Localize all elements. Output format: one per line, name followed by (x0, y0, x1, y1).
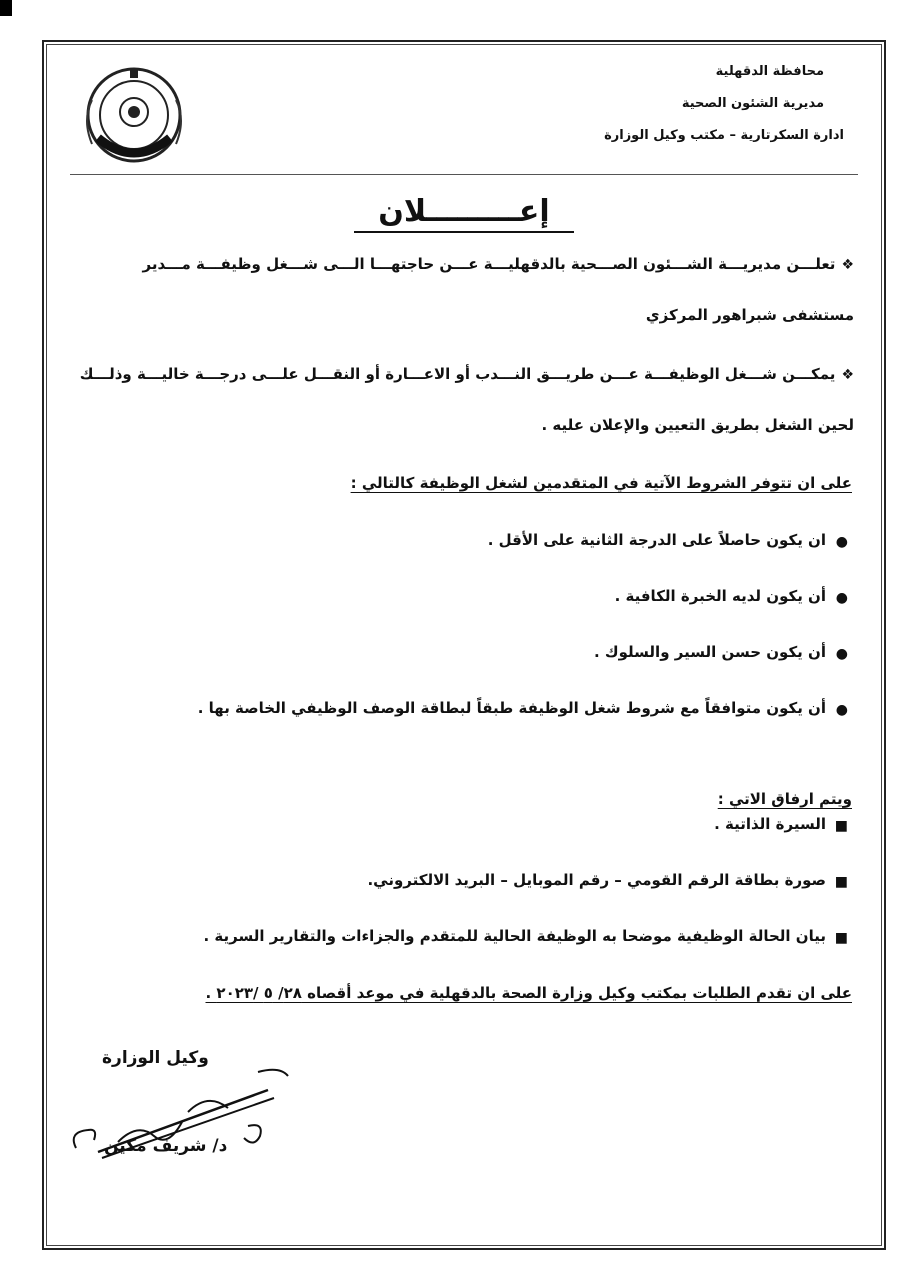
attachment-text: بيان الحالة الوظيفية موضحا به الوظيفة الحالية للمتقدم والجزاءات والتقارير السرية . (203, 927, 826, 945)
deadline-statement: على ان تقدم الطلبات بمكتب وكيل وزارة الصحة بالدقهلية في موعد أقصاه ٢٨/ ٥ /٢٠٢٣ . (205, 984, 852, 1002)
list-item (64, 868, 852, 924)
paragraph-2 (74, 360, 854, 439)
attachments-list (64, 812, 852, 980)
scan-corner-mark (0, 0, 12, 16)
square-bullet-icon: ■ (834, 874, 848, 890)
square-bullet-icon: ■ (834, 930, 848, 946)
conditions-heading: على ان تتوفر الشروط الآتية في المتقدمين لشغل الوظيفة كالتالي : (350, 474, 852, 492)
conditions-list (64, 528, 852, 752)
document-frame (42, 40, 886, 1250)
list-item (64, 696, 852, 752)
dot-bullet-icon: ● (835, 590, 848, 606)
dot-bullet-icon: ● (835, 702, 848, 718)
announcement-title (44, 194, 884, 229)
paragraph-1 (74, 250, 854, 329)
paragraph-1-line-1: تعلـــن مديريـــة الشـــئون الصـــحية بالدقهليـــة عـــن حاجتهـــا الـــى شـــغل وظيفـــة مـــدير (142, 255, 836, 273)
star-bullet-icon: ❖ (841, 257, 854, 273)
attachments-heading: ويتم ارفاق الاتي : (717, 790, 852, 808)
header-governorate: محافظة الدقهلية (715, 64, 824, 79)
attachment-text: صورة بطاقة الرقم القومي – رقم الموبايل – البريد الالكتروني. (367, 871, 826, 889)
dot-bullet-icon: ● (835, 534, 848, 550)
list-item (64, 528, 852, 584)
list-item (64, 584, 852, 640)
list-item (64, 924, 852, 980)
list-item (64, 640, 852, 696)
header-department: ادارة السكرتارية – مكتب وكيل الوزارة (604, 128, 844, 143)
paragraph-2-line-1: يمكـــن شـــغل الوظيفـــة عـــن طريـــق النـــدب أو الاعـــارة أو النقـــل علـــى درجـــة خاليـــة وذلـــك (79, 365, 836, 383)
condition-text: أن يكون حسن السير والسلوك . (593, 643, 826, 661)
attachment-text: السيرة الذاتية . (714, 815, 826, 833)
paragraph-2-line-2: لحين الشغل بطريق التعيين والإعلان عليه . (541, 416, 854, 434)
title-text: إعـــــــــلان (354, 194, 573, 233)
dot-bullet-icon: ● (835, 646, 848, 662)
signer-title: وكيل الوزارة (102, 1048, 209, 1068)
header-divider (70, 174, 858, 175)
list-item (64, 812, 852, 868)
star-bullet-icon: ❖ (841, 367, 854, 383)
condition-text: أن يكون متوافقاً مع شروط شغل الوظيفة طبقاً لبطاقة الوصف الوظيفي الخاصة بها . (197, 699, 826, 717)
paragraph-1-line-2: مستشفى شبراهور المركزي (645, 306, 854, 324)
condition-text: ان يكون حاصلاً على الدرجة الثانية على الأقل . (487, 531, 826, 549)
condition-text: أن يكون لديه الخبرة الكافية . (614, 587, 826, 605)
header-directorate: مديرية الشئون الصحية (681, 96, 824, 111)
signer-name: د/ شريف مكين (104, 1136, 228, 1156)
ministry-seal-logo (72, 60, 202, 170)
square-bullet-icon: ■ (834, 818, 848, 834)
